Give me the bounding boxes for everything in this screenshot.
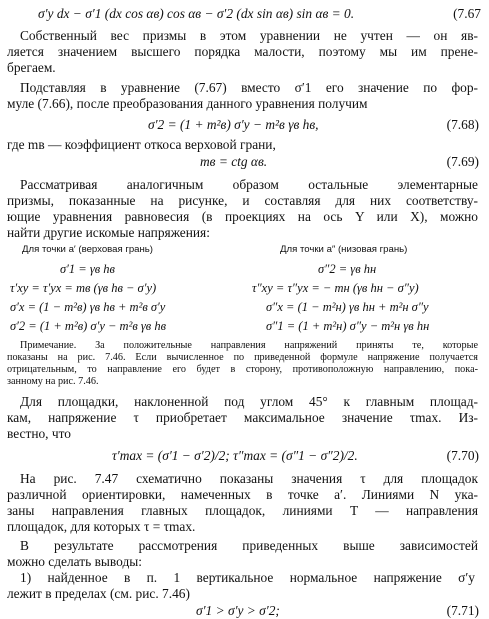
para3-line-1: Рассматривая аналогичным образом остальные элементарные <box>20 177 478 192</box>
note-line-2: показаны на рис. 7.46. Если вычисленное по приведенной формуле напряжение получается <box>7 352 478 363</box>
where-line: где mв — коэффициент откоса верховой грани, <box>7 137 276 152</box>
para4-line-1: Для площадки, наклоненной под углом 45° к главным площад- <box>20 394 478 409</box>
left-eq-4: σ′2 = (1 + m²в) σ′y − m²в γв hв <box>10 319 167 333</box>
left-eq-1: σ′1 = γв hв <box>60 262 115 276</box>
item1-line-2: лежит в пределах (см. рис. 7.46) <box>7 586 190 601</box>
right-eq-2: τ″xy = τ″yx = − mн (γв hн − σ″y) <box>252 281 419 295</box>
para6-line-2: можно сделать выводы: <box>7 554 142 569</box>
item1-line-1: 1) найденное в п. 1 вертикальное нормальное напряжение σ′y <box>20 570 475 585</box>
note-line-4: занному на рис. 7.46. <box>7 376 99 387</box>
note-line-3: отрицательным, то направление его будет в сторону, противоположную направлению, пока- <box>7 364 478 375</box>
left-column-header: Для точки a′ (верховая грань) <box>22 244 154 255</box>
para6-line-1: В результате рассмотрения приведенных выше зависимостей <box>20 538 478 553</box>
right-column-header: Для точки a″ (низовая грань) <box>280 244 408 255</box>
equation-number-7-70: (7.70) <box>446 448 479 463</box>
para3-line-2: призмы, показанные на рисунке, и составляя для них соответству- <box>7 193 478 208</box>
para5-line-4: площадок, для которых τ = τmax. <box>7 519 196 534</box>
equation-7-68: σ′2 = (1 + m²в) σ′y − m²в γв hв, <box>148 117 319 132</box>
note-line-1: Примечание. За положительные направления напряжений приняты те, которые <box>20 340 478 351</box>
equation-number-7-71: (7.71) <box>446 603 479 618</box>
equation-7-67: σ′y dx − σ′1 (dx cos αв) cos αв − σ′2 (dx sin αв) sin αв = 0. <box>38 6 355 21</box>
para2-line-1: Подставляя в уравнение (7.67) вместо σ′1 его значение по фор- <box>20 80 478 95</box>
equation-number-7-67: (7.67 <box>453 6 481 21</box>
para5-line-1: На рис. 7.47 схематично показаны значения τ для площадок <box>20 471 478 486</box>
left-eq-3: σ′x = (1 − m²в) γв hв + m²в σ′y <box>10 300 166 314</box>
equation-7-70: τ′max = (σ′1 − σ′2)/2; τ″max = (σ″1 − σ″2)/2. <box>112 448 358 463</box>
para3-line-3: ющие уравнения равновесия (в проекциях на ось Y или X), можно <box>7 209 478 224</box>
equation-number-7-68: (7.68) <box>446 117 479 132</box>
equation-7-71: σ′1 > σ′y > σ′2; <box>196 603 280 618</box>
para1-line-2: ляется значением высшего порядка малости, поэтому мы им прене- <box>7 44 478 59</box>
right-eq-4: σ″1 = (1 + m²н) σ″y − m²н γв hн <box>266 319 430 333</box>
equation-number-7-69: (7.69) <box>446 154 479 169</box>
para4-line-3: вестно, что <box>7 426 71 441</box>
para3-line-4: найти другие искомые напряжения: <box>7 225 210 240</box>
para5-line-3: заны направления главных площадок, линиями T — направления <box>7 503 478 518</box>
left-eq-2: τ′xy = τ′yx = mв (γв hв − σ′y) <box>10 281 157 295</box>
para1-line-3: брегаем. <box>7 60 56 75</box>
para4-line-2: кам, напряжение τ приобретает максимальное значение τmax. Из- <box>7 410 478 425</box>
right-eq-1: σ″2 = γв hн <box>318 262 377 276</box>
para5-line-2: различной ориентировки, намеченных в точке a′. Линиями N ука- <box>7 487 478 502</box>
para1-line-1: Собственный вес призмы в этом уравнении не учтен — он яв- <box>20 28 478 43</box>
para2-line-2: муле (7.66), после преобразования данного уравнения получим <box>7 96 368 111</box>
right-eq-3: σ″x = (1 − m²н) γв hн + m²н σ″y <box>266 300 429 314</box>
equation-7-69: mв = ctg αв. <box>200 154 268 169</box>
